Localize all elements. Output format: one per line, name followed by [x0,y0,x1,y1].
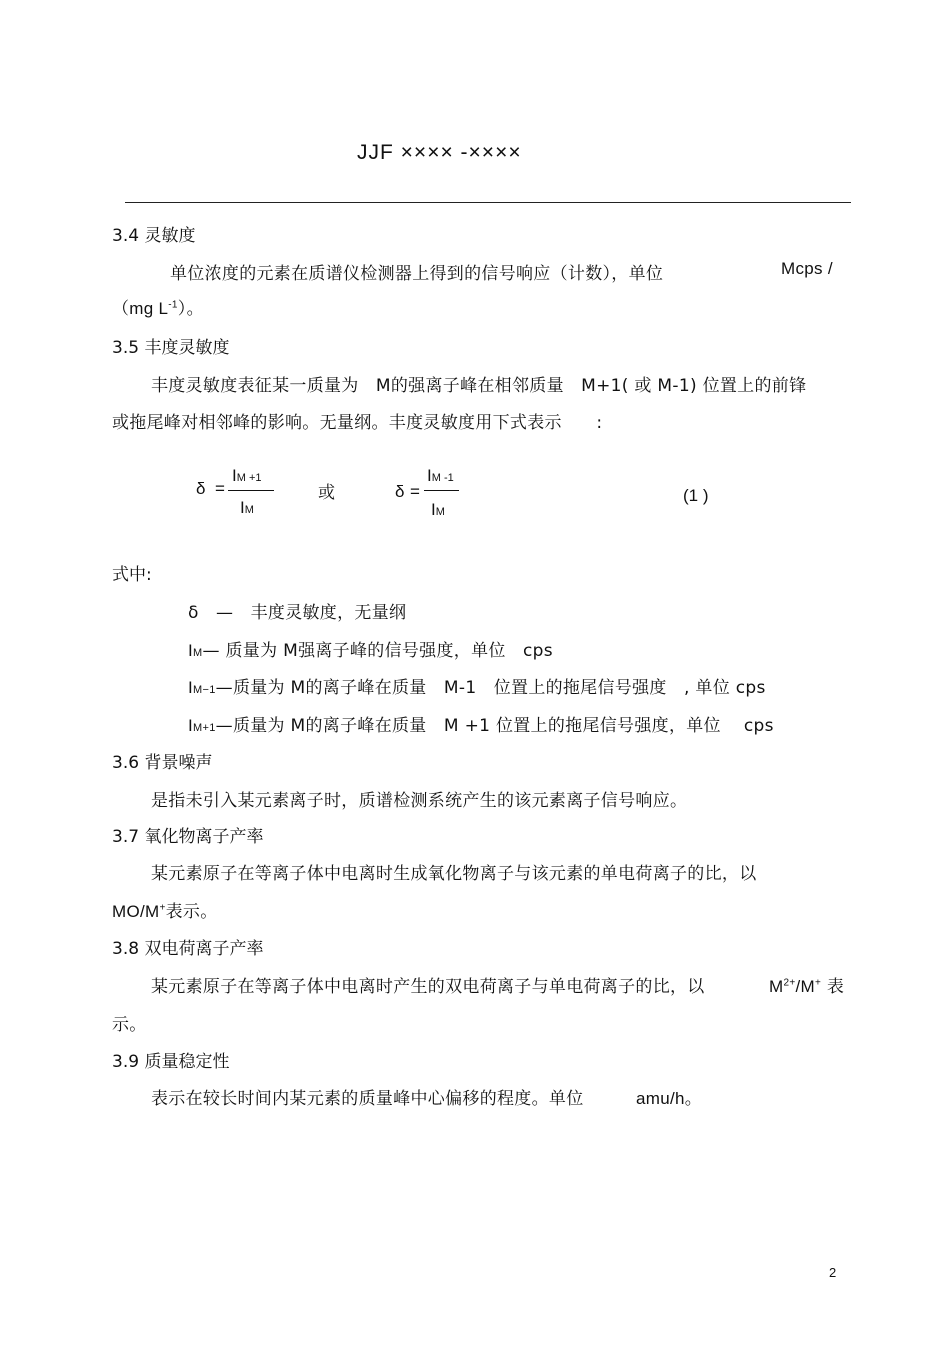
header-rule [125,202,851,203]
formula-numerator-1: IM +1 [232,466,262,485]
section-3-7-heading: 3.7 氧化物离子产率 [112,827,264,847]
formula-equals-2: = [410,482,420,501]
section-3-9-heading: 3.9 质量稳定性 [112,1052,230,1072]
section-3-4-heading: 3.4 灵敏度 [112,226,196,246]
section-3-8-ratio: $M^{2+}/M^+$ 表 [769,977,845,997]
section-3-4-text: 单位浓度的元素在质谱仪检测器上得到的信号响应（计数），单位 [170,264,664,284]
section-3-9-text: 表示在较长时间内某元素的质量峰中心偏移的程度。单位 [151,1089,584,1109]
section-3-5-line2: 或拖尾峰对相邻峰的影响。无量纲。丰度灵敏度用下式表示 : [112,413,603,433]
where-im-minus-1-definition: IM−1—质量为 M的离子峰在质量 M-1 位置上的拖尾信号强度 , 单位 cps [188,678,766,698]
section-3-6-heading: 3.6 背景噪声 [112,753,213,773]
section-3-9-unit: amu/h。 [636,1089,703,1108]
formula-delta-2: δ [395,482,405,501]
section-3-8-line1: 某元素原子在等离子体中电离时产生的双电荷离子与单电荷离子的比，以 [151,977,705,997]
formula-delta-1: δ [196,479,206,498]
section-3-5-heading: 3.5 丰度灵敏度 [112,338,230,358]
formula-or: 或 [318,483,335,502]
page-title: JJF ×××× -×××× [357,141,522,164]
formula-denominator-1: IM [240,498,254,517]
page-number: 2 [829,1265,837,1280]
formula-equals-1: = [215,479,225,498]
formula-number: (1 ) [683,486,709,505]
where-delta-definition: δ — 丰度灵敏度，无量纲 [188,603,407,623]
where-label: 式中: [112,565,152,585]
section-3-8-line2: 示。 [112,1015,147,1035]
section-3-6-text: 是指未引入某元素离子时，质谱检测系统产生的该元素离子信号响应。 [151,791,688,811]
formula-numerator-2: IM -1 [427,466,454,485]
section-3-4-unit: Mcps / [781,259,833,278]
section-3-7-line1: 某元素原子在等离子体中电离时生成氧化物离子与该元素的单电荷离子的比，以 [151,864,757,884]
section-3-8-heading: 3.8 双电荷离子产率 [112,939,264,959]
section-3-7-line2: MO/M+表示。 [112,902,218,922]
formula-denominator-2: IM [431,500,445,519]
where-im-plus-1-definition: IM+1—质量为 M的离子峰在质量 M +1 位置上的拖尾信号强度，单位 cps [188,716,774,736]
section-3-5-line1: 丰度灵敏度表征某一质量为 M的强离子峰在相邻质量 M+1( 或 M-1) 位置上的前锋 [151,376,807,396]
section-3-4-unit-cont: （mg $L^{-1}$）。 [112,299,204,318]
where-im-definition: IM— 质量为 M强离子峰的信号强度，单位 cps [188,641,553,661]
